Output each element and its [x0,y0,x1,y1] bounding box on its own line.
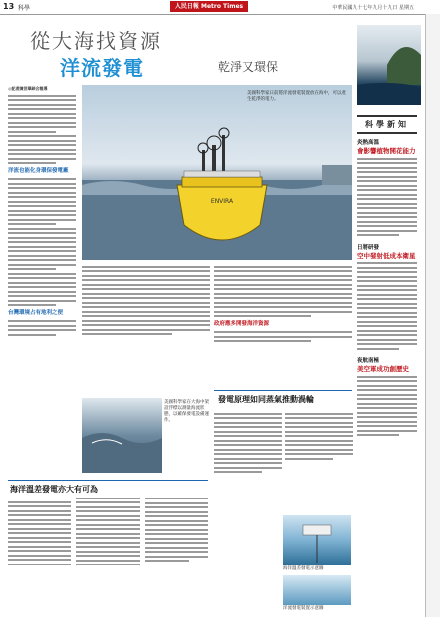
headline-line-1: 從大海找資源 [30,29,162,53]
sidebar-title: 科學新知 [357,115,417,134]
main-photo-caption: 美國科學家日前將洋流發電裝置放在海中，可以產生乾淨的電力。 [247,91,346,102]
subhead-4: 發電原理如同蒸氣推動渦輪 [218,394,314,404]
article-column-1 [8,85,76,455]
issue-date: 中華民國九十七年九月十九日 星期五 [332,5,414,11]
subhead-1: 洋流也能化身環保發電廠 [8,167,69,174]
sidebar-item-2-kicker: 日將研發 [357,244,380,251]
buoy-label: ENVIRA [210,198,234,205]
headline-line-3: 乾淨又環保 [218,60,279,74]
article-column-6 [8,498,208,608]
subhead-5: 海洋溫差發電亦大有可為 [10,484,98,494]
subhead-2: 台灣環境占有地利之便 [8,309,64,316]
diagram-caption-1: 海洋溫差發電示意圖 [283,566,324,571]
diagram-caption-2: 洋流發電裝置示意圖 [283,606,324,611]
article-column-3 [214,263,352,383]
science-news-sidebar [357,115,417,439]
sidebar-item-2-headline: 空中發射低成本衛星 [357,251,416,260]
secondary-photo [82,398,162,473]
ocean-thermal-diagram [283,515,351,565]
current-power-diagram [283,575,351,605]
page-header [0,0,440,15]
sidebar-photo [357,25,421,105]
main-photo [82,85,352,260]
subhead-3: 政府應多開發海洋資源 [214,320,270,327]
page-number: 13 [3,2,15,11]
article-column-2 [82,263,210,403]
newspaper-logo: 人民日報 Metro Times [170,1,248,12]
article-column-5 [285,410,353,510]
secondary-photo-caption: 美國科學家在大海中架設浮標以測量海流狀態，以確保發電設備運作。 [164,400,209,423]
article-column-4 [214,410,282,530]
section-name: 科學 [18,5,31,12]
sidebar-item-1-kicker: 炎熱高溫 [357,140,380,146]
sidebar-item-1-headline: 會影響植物開花能力 [357,147,416,155]
buoy-illustration [82,85,352,260]
byline: ◎記者陳世華綜合報導 [8,86,48,91]
sidebar-item-3-kicker: 夜航南極 [357,358,380,364]
sidebar-item-3-headline: 美空軍成功創歷史 [357,365,409,373]
adjacent-page-edge [425,14,440,617]
headline-line-2: 洋流發電 [60,56,144,80]
